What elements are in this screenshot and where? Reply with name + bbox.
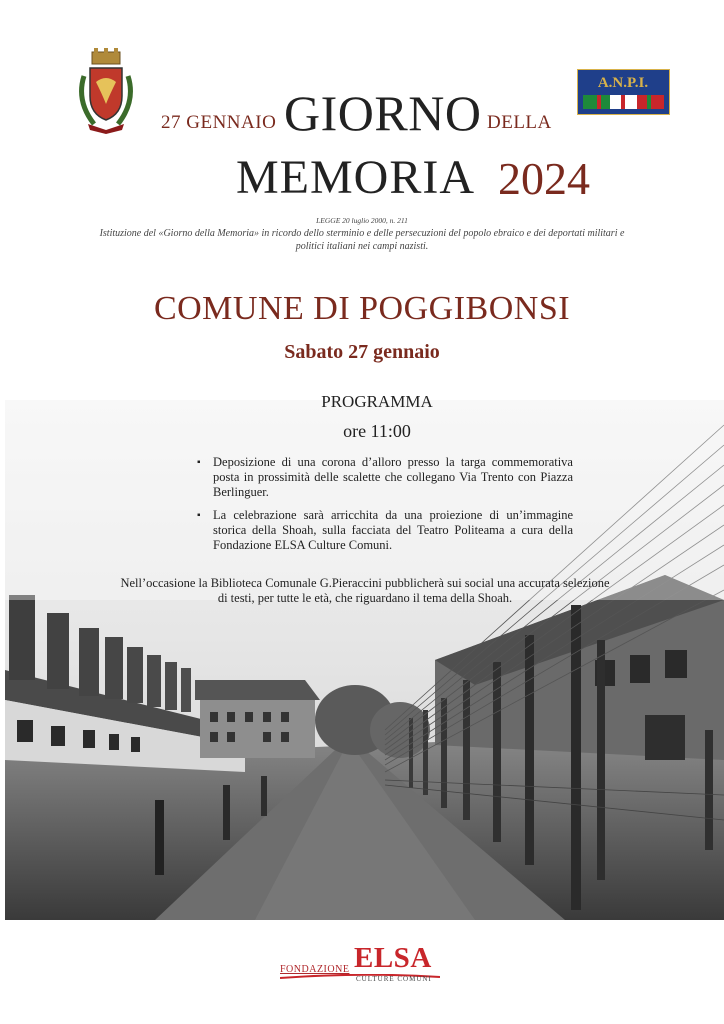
elsa-name: ELSA [354,942,432,974]
programma-heading: PROGRAMMA [321,392,433,411]
comune-title: COMUNE DI POGGIBONSI [153,290,571,327]
program-list [197,455,573,561]
elsa-fondazione: FONDAZIONE [280,964,350,975]
elsa-logo [280,944,442,986]
bullet-icon: ▪ [197,510,201,521]
title-della: DELLA [487,112,552,133]
bullet-icon: ▪ [197,457,201,468]
event-date: Sabato 27 gennaio [284,341,440,363]
event-time: ore 11:00 [343,421,411,441]
library-note: Nell’occasione la Biblioteca Comunale G.Pieraccini pubblicherà sui social una accurata selezione di testi, per tutte le età, che riguardano il tema della Shoah. [120,576,610,605]
program-item [197,508,573,553]
title-date: 27 GENNAIO [161,112,277,133]
law-reference: LEGGE 20 luglio 2000, n. 211 [316,216,408,225]
program-item-text: La celebrazione sarà arricchita da una proiezione di un’immagine storica della Shoah, sulla facciata del Teatro Politeama a cura della Fondazione ELSA Culture Comuni. [213,508,573,552]
title-line-1 [0,84,724,144]
elsa-culture: CULTURE COMUNI [356,975,432,983]
program-item-text: Deposizione di una corona d’alloro presso la targa commemorativa posta in prossimità delle scalette che collegano Via Trento con Piazza Berlinguer. [213,455,573,499]
title-giorno: GIORNO [284,85,482,141]
program-item [197,455,573,500]
law-description: Istituzione del «Giorno della Memoria» in ricordo dello sterminio e delle persecuzioni del popolo ebraico e dei deportati militari e politici italiani nei campi nazisti. [99,228,625,252]
title-year: 2024 [498,153,590,204]
title-memoria: MEMORIA [236,151,476,204]
anpi-label: A.N.P.I. [597,75,649,91]
